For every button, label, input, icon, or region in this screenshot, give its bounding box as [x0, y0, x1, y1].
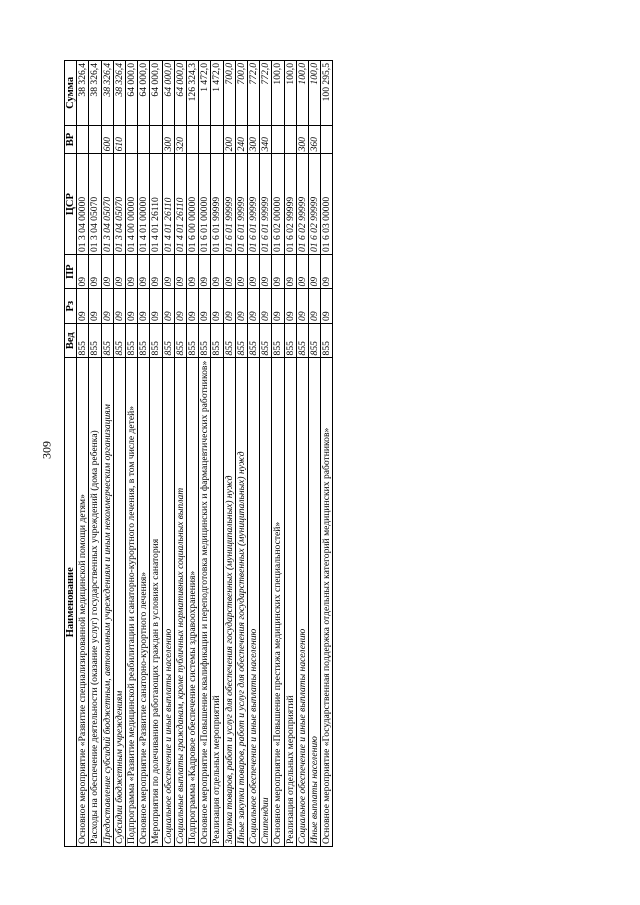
cell-sum: 38 326,4 — [89, 61, 101, 126]
cell-pr: 09 — [260, 255, 272, 289]
cell-csr: 01 6 01 99999 — [248, 154, 260, 255]
cell-sum: 700,0 — [223, 61, 235, 126]
cell-name: Социальное обеспечение и иные выплаты населению — [296, 358, 308, 847]
cell-vr — [321, 125, 333, 154]
cell-sum: 700,0 — [235, 61, 247, 126]
cell-sum: 64 000,0 — [150, 61, 162, 126]
cell-csr: 01 3 04 00000 — [77, 154, 89, 255]
cell-ved: 855 — [223, 323, 235, 357]
cell-pr: 09 — [296, 255, 308, 289]
cell-vr — [89, 125, 101, 154]
cell-rz: 09 — [235, 289, 247, 323]
cell-pr: 09 — [101, 255, 113, 289]
cell-vr: 200 — [223, 125, 235, 154]
table-row — [321, 61, 333, 847]
cell-name: Основное мероприятие «Повышение престижа медицинских специальностей» — [272, 358, 284, 847]
table-row — [211, 61, 223, 847]
cell-pr: 09 — [248, 255, 260, 289]
cell-ved: 855 — [260, 323, 272, 357]
cell-ved: 855 — [235, 323, 247, 357]
cell-pr: 09 — [284, 255, 296, 289]
table-row — [187, 61, 199, 847]
cell-sum: 100,0 — [309, 61, 321, 126]
cell-ved: 855 — [321, 323, 333, 357]
header-csr: ЦСР — [65, 154, 77, 255]
cell-vr: 320 — [174, 125, 186, 154]
cell-vr — [126, 125, 138, 154]
cell-vr — [211, 125, 223, 154]
cell-pr: 09 — [89, 255, 101, 289]
cell-vr — [272, 125, 284, 154]
cell-csr: 01 6 01 99999 — [223, 154, 235, 255]
cell-name: Социальные выплаты гражданам, кроме публичных нормативных социальных выплат — [174, 358, 186, 847]
cell-ved: 855 — [101, 323, 113, 357]
cell-ved: 855 — [187, 323, 199, 357]
cell-rz: 09 — [113, 289, 125, 323]
cell-sum: 126 324,3 — [187, 61, 199, 126]
cell-name: Основное мероприятие «Развитие санаторно-курортного лечения» — [138, 358, 150, 847]
cell-name: Реализация отдельных мероприятий — [211, 358, 223, 847]
cell-pr: 09 — [223, 255, 235, 289]
cell-sum: 38 326,4 — [77, 61, 89, 126]
cell-sum: 64 000,0 — [162, 61, 174, 126]
cell-pr: 09 — [309, 255, 321, 289]
cell-csr: 01 6 02 99999 — [284, 154, 296, 255]
cell-pr: 09 — [113, 255, 125, 289]
cell-ved: 855 — [296, 323, 308, 357]
cell-name: Иные закупки товаров, работ и услуг для обеспечения государственных (муниципальных) нужд — [235, 358, 247, 847]
cell-csr: 01 6 01 00000 — [199, 154, 211, 255]
cell-pr: 09 — [174, 255, 186, 289]
cell-sum: 1 472,0 — [211, 61, 223, 126]
cell-rz: 09 — [321, 289, 333, 323]
cell-pr: 09 — [211, 255, 223, 289]
cell-csr: 01 6 03 00000 — [321, 154, 333, 255]
table-row — [174, 61, 186, 847]
cell-vr: 300 — [162, 125, 174, 154]
cell-rz: 09 — [187, 289, 199, 323]
cell-sum: 100,0 — [272, 61, 284, 126]
cell-name: Предоставление субсидий бюджетным, автономным учреждениям и иным некоммерческим организациям — [101, 358, 113, 847]
table-row — [235, 61, 247, 847]
cell-rz: 09 — [296, 289, 308, 323]
cell-ved: 855 — [272, 323, 284, 357]
cell-ved: 855 — [138, 323, 150, 357]
table-row — [101, 61, 113, 847]
cell-ved: 855 — [199, 323, 211, 357]
cell-name: Стипендии — [260, 358, 272, 847]
cell-csr: 01 3 04 05070 — [113, 154, 125, 255]
cell-vr — [284, 125, 296, 154]
cell-pr: 09 — [138, 255, 150, 289]
cell-csr: 01 3 04 05070 — [89, 154, 101, 255]
table-row — [199, 61, 211, 847]
cell-name: Закупка товаров, работ и услуг для обеспечения государственных (муниципальных) нужд — [223, 358, 235, 847]
cell-ved: 855 — [126, 323, 138, 357]
cell-name: Основное мероприятие «Повышение квалификации и переподготовка медицинских и фармацевтических работников» — [199, 358, 211, 847]
table-row — [77, 61, 89, 847]
cell-rz: 09 — [138, 289, 150, 323]
table-body — [77, 61, 333, 847]
cell-rz: 09 — [284, 289, 296, 323]
cell-pr: 09 — [272, 255, 284, 289]
cell-name: Реализация отдельных мероприятий — [284, 358, 296, 847]
table-row — [260, 61, 272, 847]
cell-ved: 855 — [162, 323, 174, 357]
cell-rz: 09 — [260, 289, 272, 323]
table-row — [272, 61, 284, 847]
cell-name: Субсидии бюджетным учреждениям — [113, 358, 125, 847]
table-row — [309, 61, 321, 847]
cell-csr: 01 6 02 99999 — [309, 154, 321, 255]
cell-vr: 360 — [309, 125, 321, 154]
cell-csr: 01 4 01 00000 — [138, 154, 150, 255]
cell-sum: 38 326,4 — [113, 61, 125, 126]
table-row — [138, 61, 150, 847]
header-vr: ВР — [65, 125, 77, 154]
cell-csr: 01 4 01 26110 — [162, 154, 174, 255]
table-row — [126, 61, 138, 847]
header-name: Наименование — [65, 358, 77, 847]
cell-ved: 855 — [309, 323, 321, 357]
cell-csr: 01 6 02 00000 — [272, 154, 284, 255]
cell-csr: 01 6 01 99999 — [235, 154, 247, 255]
cell-pr: 09 — [162, 255, 174, 289]
cell-rz: 09 — [211, 289, 223, 323]
cell-sum: 772,0 — [248, 61, 260, 126]
cell-name: Социальное обеспечение и иные выплаты населению — [248, 358, 260, 847]
cell-ved: 855 — [150, 323, 162, 357]
cell-ved: 855 — [113, 323, 125, 357]
cell-csr: 01 6 01 99999 — [211, 154, 223, 255]
header-rz: Рз — [65, 289, 77, 323]
cell-vr: 240 — [235, 125, 247, 154]
cell-pr: 09 — [187, 255, 199, 289]
cell-rz: 09 — [89, 289, 101, 323]
cell-pr: 09 — [150, 255, 162, 289]
cell-ved: 855 — [77, 323, 89, 357]
cell-rz: 09 — [150, 289, 162, 323]
cell-rz: 09 — [309, 289, 321, 323]
cell-pr: 09 — [199, 255, 211, 289]
cell-sum: 64 000,0 — [126, 61, 138, 126]
cell-csr: 01 4 00 00000 — [126, 154, 138, 255]
cell-vr: 300 — [248, 125, 260, 154]
cell-ved: 855 — [284, 323, 296, 357]
cell-rz: 09 — [126, 289, 138, 323]
cell-pr: 09 — [321, 255, 333, 289]
cell-rz: 09 — [272, 289, 284, 323]
header-ved: Вед — [65, 323, 77, 357]
cell-name: Иные выплаты населению — [309, 358, 321, 847]
cell-rz: 09 — [162, 289, 174, 323]
cell-sum: 1 472,0 — [199, 61, 211, 126]
cell-vr — [187, 125, 199, 154]
table-row — [296, 61, 308, 847]
cell-csr: 01 3 04 05070 — [101, 154, 113, 255]
budget-table — [64, 60, 333, 847]
cell-rz: 09 — [101, 289, 113, 323]
cell-rz: 09 — [199, 289, 211, 323]
cell-csr: 01 6 01 99999 — [260, 154, 272, 255]
table-row — [248, 61, 260, 847]
cell-sum: 64 000,0 — [138, 61, 150, 126]
cell-rz: 09 — [248, 289, 260, 323]
cell-sum: 772,0 — [260, 61, 272, 126]
table-row — [223, 61, 235, 847]
table-row — [150, 61, 162, 847]
cell-ved: 855 — [248, 323, 260, 357]
cell-name: Подпрограмма «Развитие медицинской реабилитации и санаторно-курортного лечения, в том числе детей» — [126, 358, 138, 847]
cell-pr: 09 — [126, 255, 138, 289]
cell-rz: 09 — [77, 289, 89, 323]
cell-pr: 09 — [77, 255, 89, 289]
cell-sum: 64 000,0 — [174, 61, 186, 126]
cell-csr: 01 4 01 26110 — [150, 154, 162, 255]
cell-sum: 100,0 — [284, 61, 296, 126]
cell-ved: 855 — [211, 323, 223, 357]
table-row — [89, 61, 101, 847]
cell-sum: 38 326,4 — [101, 61, 113, 126]
cell-rz: 09 — [174, 289, 186, 323]
cell-ved: 855 — [174, 323, 186, 357]
header-sum: Сумма — [65, 61, 77, 126]
page-number: 309 — [39, 441, 54, 459]
cell-pr: 09 — [235, 255, 247, 289]
cell-vr: 340 — [260, 125, 272, 154]
cell-rz: 09 — [223, 289, 235, 323]
cell-vr — [199, 125, 211, 154]
cell-sum: 100 295,5 — [321, 61, 333, 126]
cell-name: Расходы на обеспечение деятельности (оказание услуг) государственных учреждений (дома ребенка) — [89, 358, 101, 847]
cell-csr: 01 4 01 26110 — [174, 154, 186, 255]
table-row — [113, 61, 125, 847]
cell-name: Социальное обеспечение и иные выплаты населению — [162, 358, 174, 847]
rotated-page-content — [64, 60, 592, 847]
cell-name: Мероприятия по долечиванию работающих граждан в условиях санатория — [150, 358, 162, 847]
cell-name: Подпрограмма «Кадровое обеспечение системы здравоохранения» — [187, 358, 199, 847]
cell-ved: 855 — [89, 323, 101, 357]
cell-csr: 01 6 02 99999 — [296, 154, 308, 255]
table-header-row — [65, 61, 77, 847]
cell-vr: 600 — [101, 125, 113, 154]
cell-sum: 100,0 — [296, 61, 308, 126]
cell-vr — [138, 125, 150, 154]
header-pr: ПР — [65, 255, 77, 289]
table-row — [162, 61, 174, 847]
cell-csr: 01 6 00 00000 — [187, 154, 199, 255]
cell-vr: 300 — [296, 125, 308, 154]
cell-vr — [150, 125, 162, 154]
cell-name: Основное мероприятие «Развитие специализированной медицинской помощи детям» — [77, 358, 89, 847]
cell-vr: 610 — [113, 125, 125, 154]
cell-vr — [77, 125, 89, 154]
table-row — [284, 61, 296, 847]
cell-name: Основное мероприятие «Государственная поддержка отдельных категорий медицинских работников» — [321, 358, 333, 847]
